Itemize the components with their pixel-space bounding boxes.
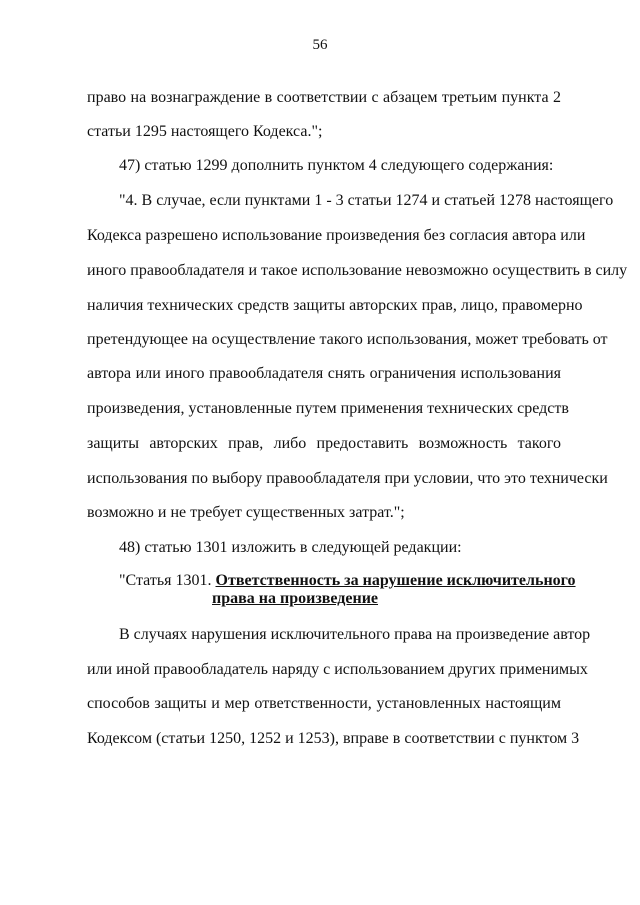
quote-line: использования по выбору правообладателя при условии, что это технически — [87, 470, 608, 487]
quote-line: Кодекса разрешено использование произведения без согласия автора или — [87, 227, 586, 244]
quote-line: претендующее на осуществление такого использования, может требовать от — [87, 331, 608, 348]
quote-line: иного правообладателя и такое использование невозможно осуществить в силу — [87, 262, 628, 279]
paragraph-line: право на вознаграждение в соответствии с абзацем третьим пункта 2 — [87, 89, 561, 106]
quote-line: защиты авторских прав, либо предоставить возможность такого — [87, 435, 561, 452]
paragraph-line: статьи 1295 настоящего Кодекса."; — [87, 123, 323, 140]
item-48-line: 48) статью 1301 изложить в следующей редакции: — [119, 539, 462, 556]
quote-line: автора или иного правообладателя снять ограничения использования — [87, 365, 561, 382]
quote-line: возможно и не требует существенных затрат."; — [87, 504, 405, 521]
article-body-line: или иной правообладатель наряду с использованием других применимых — [87, 661, 588, 678]
article-heading-prefix: "Статья 1301. — [119, 572, 216, 589]
article-heading — [119, 571, 593, 591]
item-47-line: 47) статью 1299 дополнить пунктом 4 следующего содержания: — [119, 157, 554, 174]
article-body-line: способов защиты и мер ответственности, установленных настоящим — [87, 695, 561, 712]
quote-line: произведения, установленные путем применения технических средств — [87, 400, 569, 417]
article-body-line: Кодексом (статьи 1250, 1252 и 1253), вправе в соответствии с пунктом 3 — [87, 730, 580, 747]
article-heading-title: Ответственность за нарушение исключительного — [215, 572, 576, 589]
quote-line: наличия технических средств защиты авторских прав, лицо, правомерно — [87, 297, 583, 314]
article-heading-title-cont: права на произведение — [212, 590, 379, 607]
page-number: 56 — [312, 37, 328, 53]
article-body-line: В случаях нарушения исключительного права на произведение автор — [119, 626, 591, 643]
quote-line: "4. В случае, если пунктами 1 - 3 статьи 1274 и статьей 1278 настоящего — [119, 192, 614, 209]
